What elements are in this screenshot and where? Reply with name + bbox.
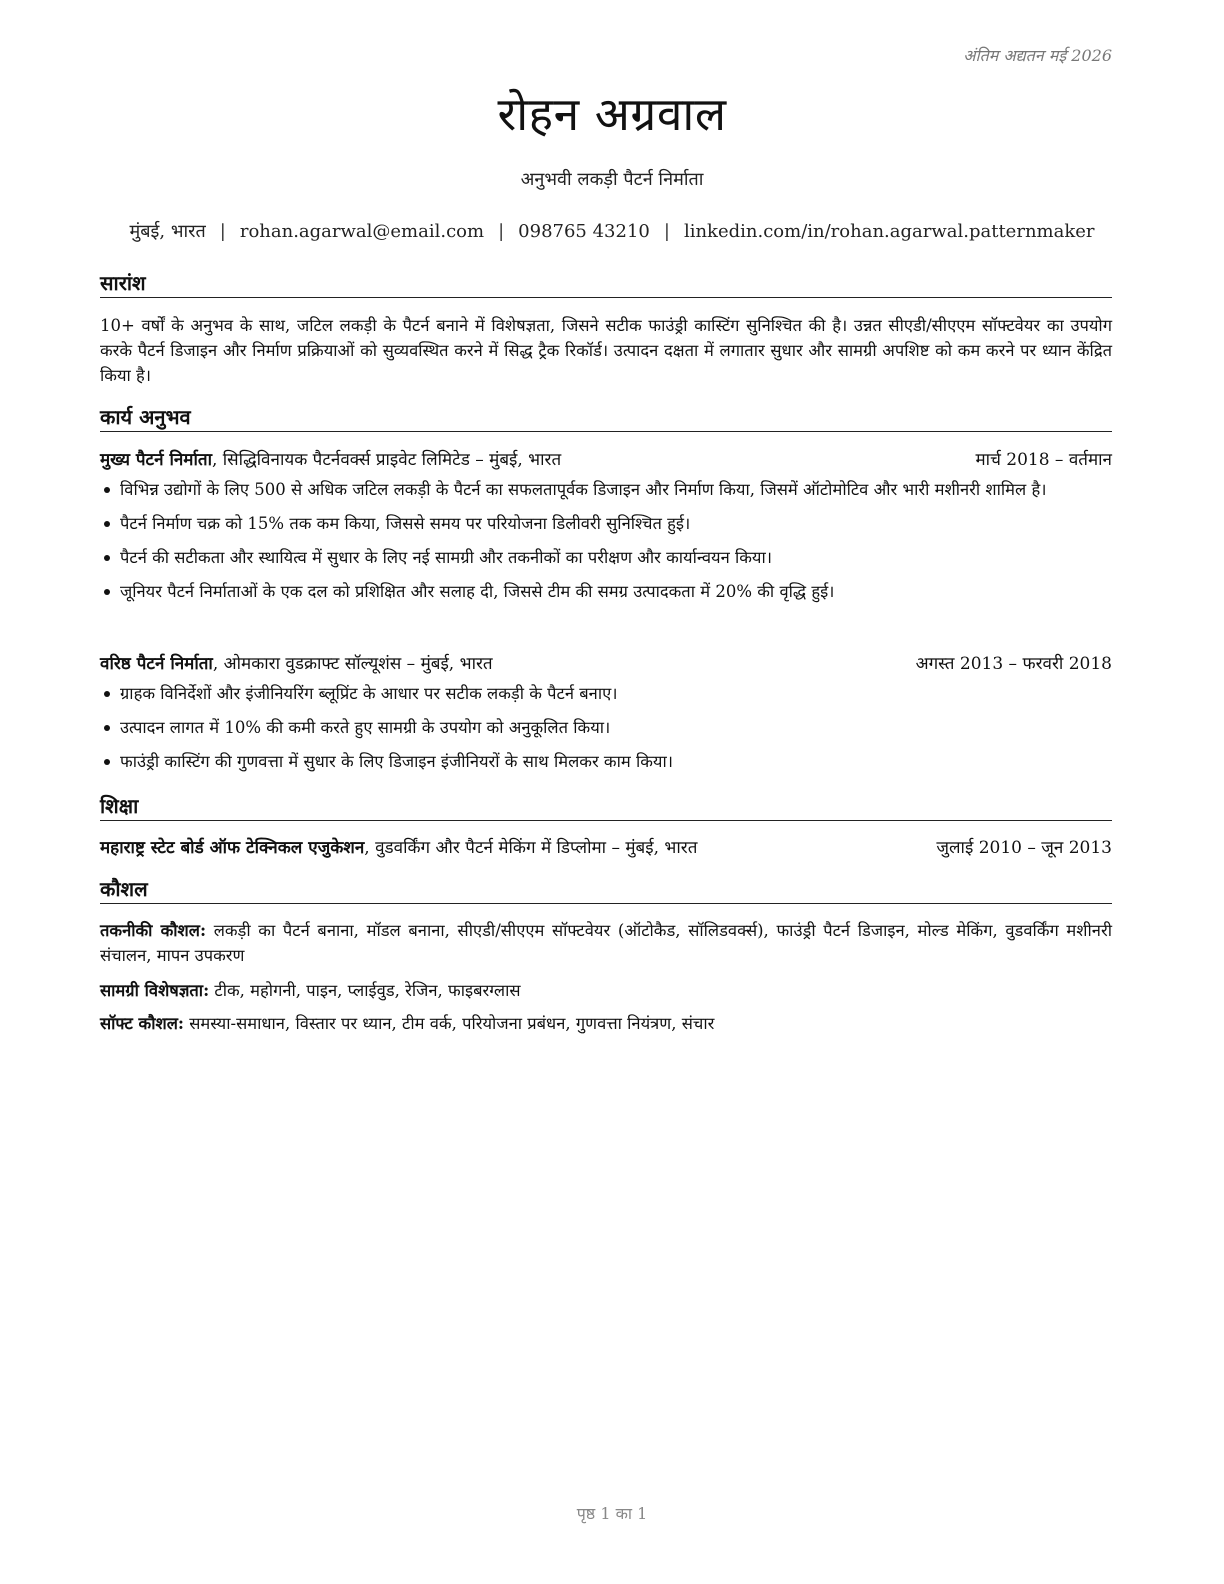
job-header (100, 651, 1112, 677)
job-bullet: फाउंड्री कास्टिंग की गुणवत्ता में सुधार के लिए डिजाइन इंजीनियरों के साथ मिलकर काम किया। (100, 749, 1100, 774)
job-bullet: विभिन्न उद्योगों के लिए 500 से अधिक जटिल लकड़ी के पैटर्न का सफलतापूर्वक डिजाइन और निर्माण किया, जिसमें ऑटोमोटिव और भारी मशीनरी शामिल है। (100, 477, 1100, 502)
skills-soft-label: सॉफ्ट कौशल: (100, 1014, 184, 1033)
contact-line (0, 219, 1224, 243)
skills-soft (100, 1011, 1112, 1036)
contact-separator: | (663, 221, 670, 242)
job-bullet: पैटर्न की सटीकता और स्थायित्व में सुधार के लिए नई सामग्री और तकनीकों का परीक्षण और कार्यान्वयन किया। (100, 545, 1100, 570)
job-bullet: उत्पादन लागत में 10% की कमी करते हुए सामग्री के उपयोग को अनुकूलित किया। (100, 715, 1100, 740)
candidate-name: रोहन अग्रवाल (497, 87, 727, 141)
skills-technical (100, 918, 1112, 968)
skills-materials-list: टीक, महोगनी, पाइन, प्लाईवुड, रेजिन, फाइबरग्लास (209, 981, 521, 1000)
section-title-education: शिक्षा (100, 793, 1112, 821)
section-title-experience: कार्य अनुभव (100, 404, 1112, 432)
job-bullet: ग्राहक विनिर्देशों और इंजीनियरिंग ब्लूप्रिंट के आधार पर सटीक लकड़ी के पैटर्न बनाए। (100, 681, 1100, 706)
education-dates: जुलाई 2010 – जून 2013 (936, 838, 1112, 858)
job-bullet: जूनियर पैटर्न निर्माताओं के एक दल को प्रशिक्षित और सलाह दी, जिससे टीम की समग्र उत्पादकता में 20% की वृद्धि हुई। (100, 579, 1100, 604)
education-detail: , वुडवर्किंग और पैटर्न मेकिंग में डिप्लोमा – मुंबई, भारत (364, 838, 698, 858)
education-institution: महाराष्ट्र स्टेट बोर्ड ऑफ टेक्निकल एजुकेशन (100, 838, 365, 858)
contact-email[interactable]: rohan.agarwal@email.com (239, 221, 485, 242)
skills-soft-list: समस्या-समाधान, विस्तार पर ध्यान, टीम वर्क, परियोजना प्रबंधन, गुणवत्ता नियंत्रण, संचार (183, 1014, 715, 1033)
section-title-summary: सारांश (100, 270, 1112, 298)
last-updated-note: अंतिम अद्यतन मई 2026 (963, 46, 1112, 65)
contact-separator: | (498, 221, 505, 242)
candidate-tagline: अनुभवी लकड़ी पैटर्न निर्माता (520, 169, 704, 190)
job-bullet: पैटर्न निर्माण चक्र को 15% तक कम किया, जिससे समय पर परियोजना डिलीवरी सुनिश्चित हुई। (100, 511, 1100, 536)
job-role: मुख्य पैटर्न निर्माता (100, 450, 212, 470)
skills-materials-label: सामग्री विशेषज्ञता: (100, 981, 210, 1000)
summary-text: 10+ वर्षों के अनुभव के साथ, जटिल लकड़ी के पैटर्न बनाने में विशेषज्ञता, जिसने सटीक फाउंड्री कास्टिंग सुनिश्चित की है। उन्नत सीएडी/सीएएम सॉफ्टवेयर का उपयोग करके पैटर्न डिजाइन और निर्माण प्रक्रियाओं को सुव्यवस्थित करने में सिद्ध ट्रैक रिकॉर्ड। उत्पादन दक्षता में लगातार सुधार और सामग्री अपशिष्ट को कम करने पर ध्यान केंद्रित किया है। (100, 316, 1112, 385)
job-role: वरिष्ठ पैटर्न निर्माता (100, 654, 213, 674)
skills-materials (100, 978, 1112, 1003)
contact-phone: 098765 43210 (518, 221, 650, 242)
job-bullets (100, 681, 1100, 783)
job-company: , ओमकारा वुडक्राफ्ट सॉल्यूशंस – मुंबई, भारत (212, 654, 493, 674)
skills-technical-list: लकड़ी का पैटर्न बनाना, मॉडल बनाना, सीएडी/सीएएम सॉफ्टवेयर (ऑटोकैड, सॉलिडवर्क्स), फाउंड्री पैटर्न डिजाइन, मोल्ड मेकिंग, वुडवर्किंग मशीनरी संचालन, मापन उपकरण (100, 921, 1112, 965)
job-company: , सिद्धिविनायक पैटर्नवर्क्स प्राइवेट लिमिटेड – मुंबई, भारत (211, 450, 562, 470)
contact-linkedin[interactable]: linkedin.com/in/rohan.agarwal.patternmaker (683, 221, 1095, 242)
contact-separator: | (219, 221, 226, 242)
section-title-skills: कौशल (100, 876, 1112, 904)
skills-technical-label: तकनीकी कौशल: (100, 921, 207, 940)
contact-location: मुंबई, भारत (129, 221, 206, 242)
job-header (100, 447, 1112, 473)
job-dates: अगस्त 2013 – फरवरी 2018 (915, 654, 1112, 674)
job-bullets (100, 477, 1100, 613)
page-number-footer: पृष्ठ 1 का 1 (576, 1504, 648, 1523)
job-dates: मार्च 2018 – वर्तमान (975, 450, 1112, 470)
education-entry (100, 835, 1112, 861)
